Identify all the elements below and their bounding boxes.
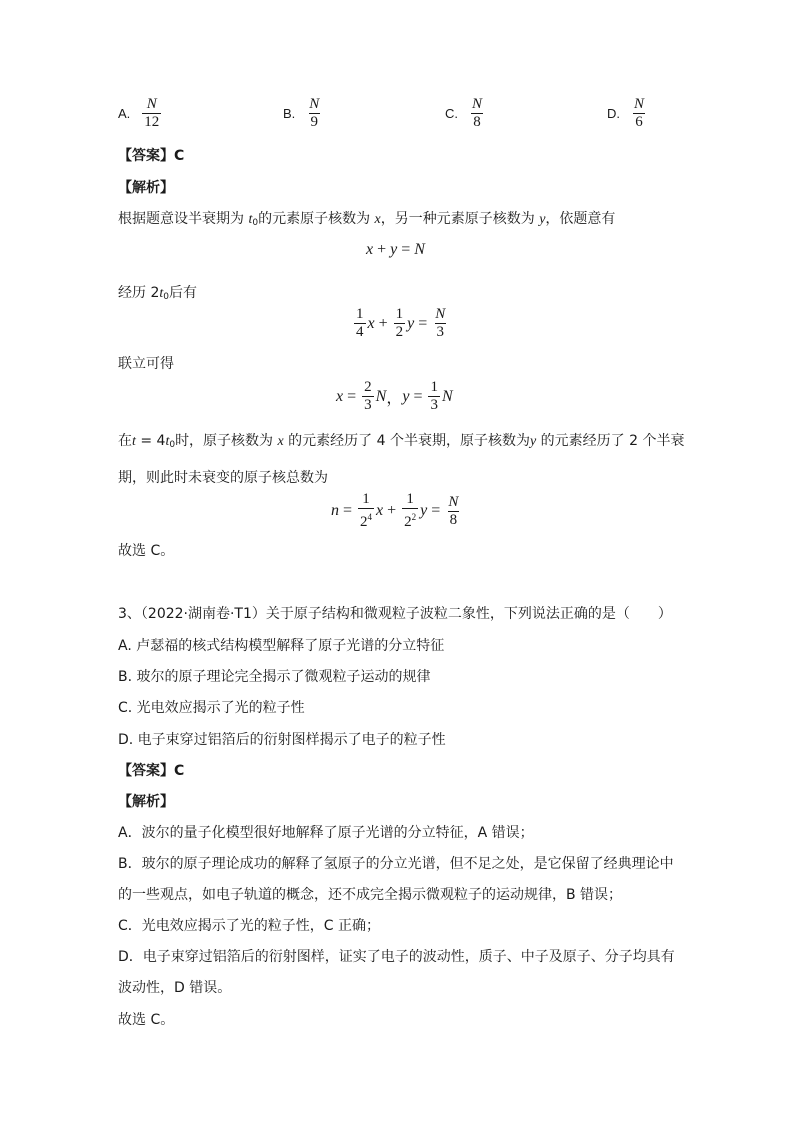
answer-value: C [174,763,185,779]
option-letter: C. [445,106,458,121]
option-denominator: 12 [144,114,160,130]
option-numerator: N [309,96,320,112]
equation-2: $\frac{1}{4}$ x + $\frac{1}{2}$ y = $\frac{N}{3}$ [356,306,446,340]
option-denominator: 9 [310,114,319,130]
q3-option-c: C. 光电效应揭示了光的粒子性 [118,700,305,716]
analysis-paragraph-1: 根据题意设半衰期为 $t_0$的元素原子核数为 x，另一种元素原子核数为 y，依题意有 [118,211,616,228]
answer-line [118,145,184,165]
analysis-paragraph-3: 联立可得 [118,356,174,372]
q3-option-a: A. 卢瑟福的核式结构模型解释了原子光谱的分立特征 [118,638,445,654]
option-numerator: N [472,96,483,112]
option-denominator: 6 [635,114,643,130]
q3-analysis-line: A．波尔的量子化模型很好地解释了原子光谱的分立特征，A 错误； [118,825,534,841]
q3-analysis-line: 波动性，D 错误。 [118,980,232,996]
option-a [118,96,163,131]
equation-1: x + y = N [366,241,425,258]
q3-analysis-label: 【解析】 [118,794,174,810]
q3-option-d: D. 电子束穿过铝箔后的衍射图样揭示了电子的粒子性 [118,732,446,748]
option-numerator: N [634,96,645,112]
option-b [283,96,323,131]
answer-label: 【答案】 [118,763,174,779]
conclusion-q3: 故选 C。 [118,1012,175,1028]
q3-analysis-line: C．光电效应揭示了光的粒子性，C 正确； [118,918,380,934]
q3-analysis-line: 的一些观点，如电子轨道的概念，还不成完全揭示微观粒子的运动规律，B 错误； [118,887,623,903]
q3-answer-line [118,760,184,780]
conclusion-q2: 故选 C。 [118,543,175,559]
answer-label: 【答案】 [118,148,174,164]
equation-3: x = $\frac{2}{3}$ N ， y = $\frac{1}{3}$ N [336,379,453,413]
option-letter: D. [607,106,620,121]
question-3-stem: 3、（2022·湖南卷·T1）关于原子结构和微观粒子波粒二象性，下列说法正确的是（ ） [118,606,672,622]
q3-analysis-line: B．玻尔的原子理论成功的解释了氢原子的分立光谱，但不足之处，是它保留了经典理论中 [118,856,674,872]
q3-option-b: B. 玻尔的原子理论完全揭示了微观粒子运动的规律 [118,669,431,685]
option-denominator: 8 [473,114,481,130]
answer-value: C [174,148,185,164]
analysis-paragraph-4: 在$t = 4t_0$时，原子核数为 x 的元素经历了 4 个半衰期，原子核数为y 的元素经历了 2 个半衰 [118,433,685,450]
option-numerator: N [146,96,157,112]
option-d [607,96,648,131]
equation-4: n = $\frac{1}{2^4}$ x + $\frac{1}{2^2}$ y = $\frac{N}{8}$ [331,491,459,530]
analysis-paragraph-2: 经历 $2t_0$后有 [118,285,197,302]
q3-analysis-line: D．电子束穿过铝箔后的衍射图样，证实了电子的波动性，质子、中子及原子、分子均具有 [118,949,675,965]
analysis-paragraph-5: 期，则此时未衰变的原子核总数为 [118,470,328,486]
option-c [445,96,486,131]
analysis-label: 【解析】 [118,180,174,196]
option-letter: A. [118,106,131,121]
option-letter: B. [283,106,296,121]
